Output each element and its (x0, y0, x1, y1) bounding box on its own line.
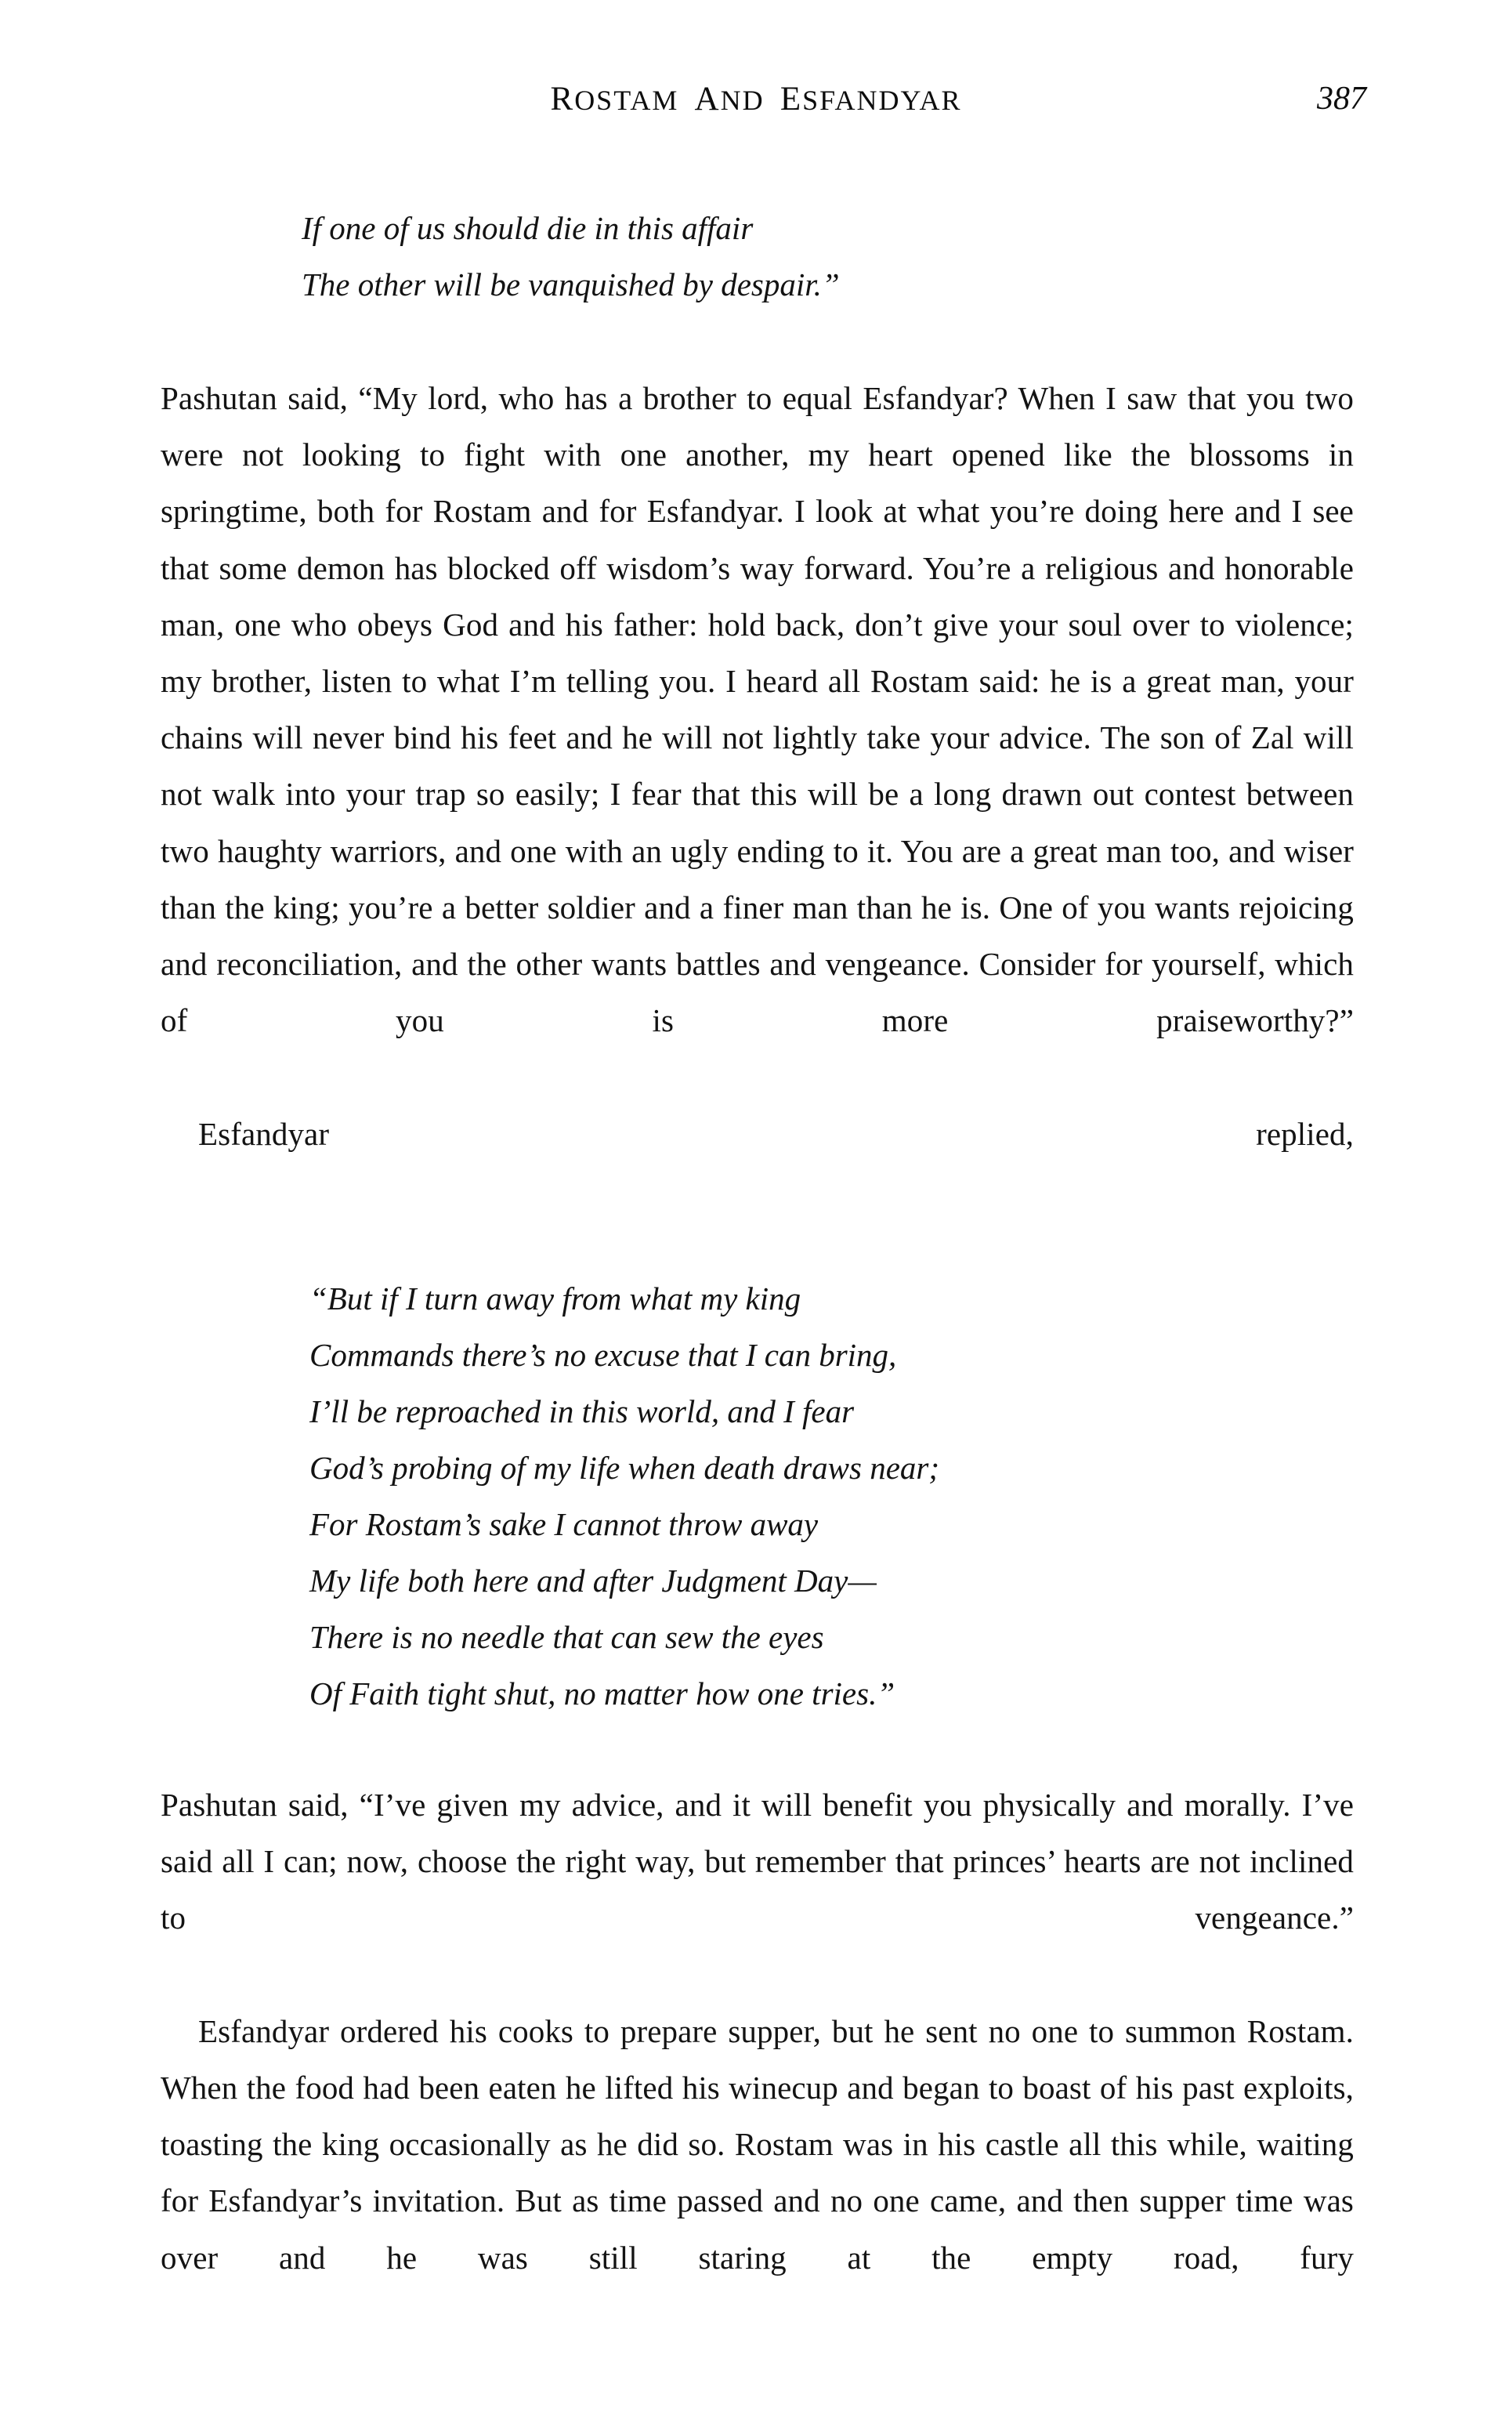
page-number: 387 (1317, 81, 1366, 117)
text-block (161, 200, 1354, 2342)
verse-line: “But if I turn away from what my king (309, 1280, 801, 1317)
verse-line: There is no needle that can sew the eyes (309, 1619, 824, 1656)
verse-line: God’s probing of my life when death draws near; (309, 1450, 940, 1487)
verse-line: The other will be vanquished by despair.” (302, 266, 840, 302)
paragraph-esfandyar-replied: Esfandyar replied, (198, 1115, 1354, 1152)
running-head (161, 81, 1366, 129)
verse-block-1 (161, 200, 1354, 313)
running-head-title: ROSTAM AND ESFANDYAR (550, 81, 962, 118)
verse-line: If one of us should die in this affair (302, 210, 754, 246)
verse-line: For Rostam’s sake I cannot throw away (309, 1506, 819, 1543)
paragraph-pashutan-speech: Pashutan said, “My lord, who has a brother to equal Esfandyar? When I saw that you two were not looking to fight with one another, my heart opened like the blossoms in springtime, both for Rostam and for Esfandyar. I look at what you’re doing here and I see that some demon has blocked off wisdom’s way forward. You’re a religious and honorable man, one who obeys God and his father: hold back, don’t give your soul over to violence; my brother, listen to what I’m telling you. I heard all Rostam said: he is a great man, your chains will never bind his feet and he will not lightly take your advice. The son of Zal will not walk into your trap so easily; I fear that this will be a long drawn out contest between two haughty warriors, and one with an ugly ending to it. You are a great man too, and wiser than the king; you’re a better soldier and a finer man than he is. One of you wants rejoicing and reconciliation, and the other wants battles and vengeance. Consider for yourself, which of you is more praiseworthy?” (161, 380, 1354, 1039)
verse-block-2 (161, 1270, 1354, 1722)
verse-line: Commands there’s no excuse that I can bring, (309, 1337, 897, 1374)
paragraph-esfandyar-supper: Esfandyar ordered his cooks to prepare supper, but he sent no one to summon Rostam. When the food had been eaten he lifted his winecup and began to boast of his past exploits, toasting the king occasionally as he did so. Rostam was in his castle all this while, waiting for Esfandyar’s invitation. But as time passed and no one came, and then supper time was over and he was still staring at the empty road, fury (161, 2012, 1354, 2276)
verse-line: I’ll be reproached in this world, and I fear (309, 1393, 855, 1430)
paragraph-pashutan-advice: Pashutan said, “I’ve given my advice, and it will benefit you physically and morally. I’ve said all I can; now, choose the right way, but remember that princes’ hearts are not inclined to vengeance.” (161, 1787, 1354, 1936)
verse-line: Of Faith tight shut, no matter how one tries.” (309, 1675, 895, 1712)
verse-line: My life both here and after Judgment Day— (309, 1563, 877, 1599)
